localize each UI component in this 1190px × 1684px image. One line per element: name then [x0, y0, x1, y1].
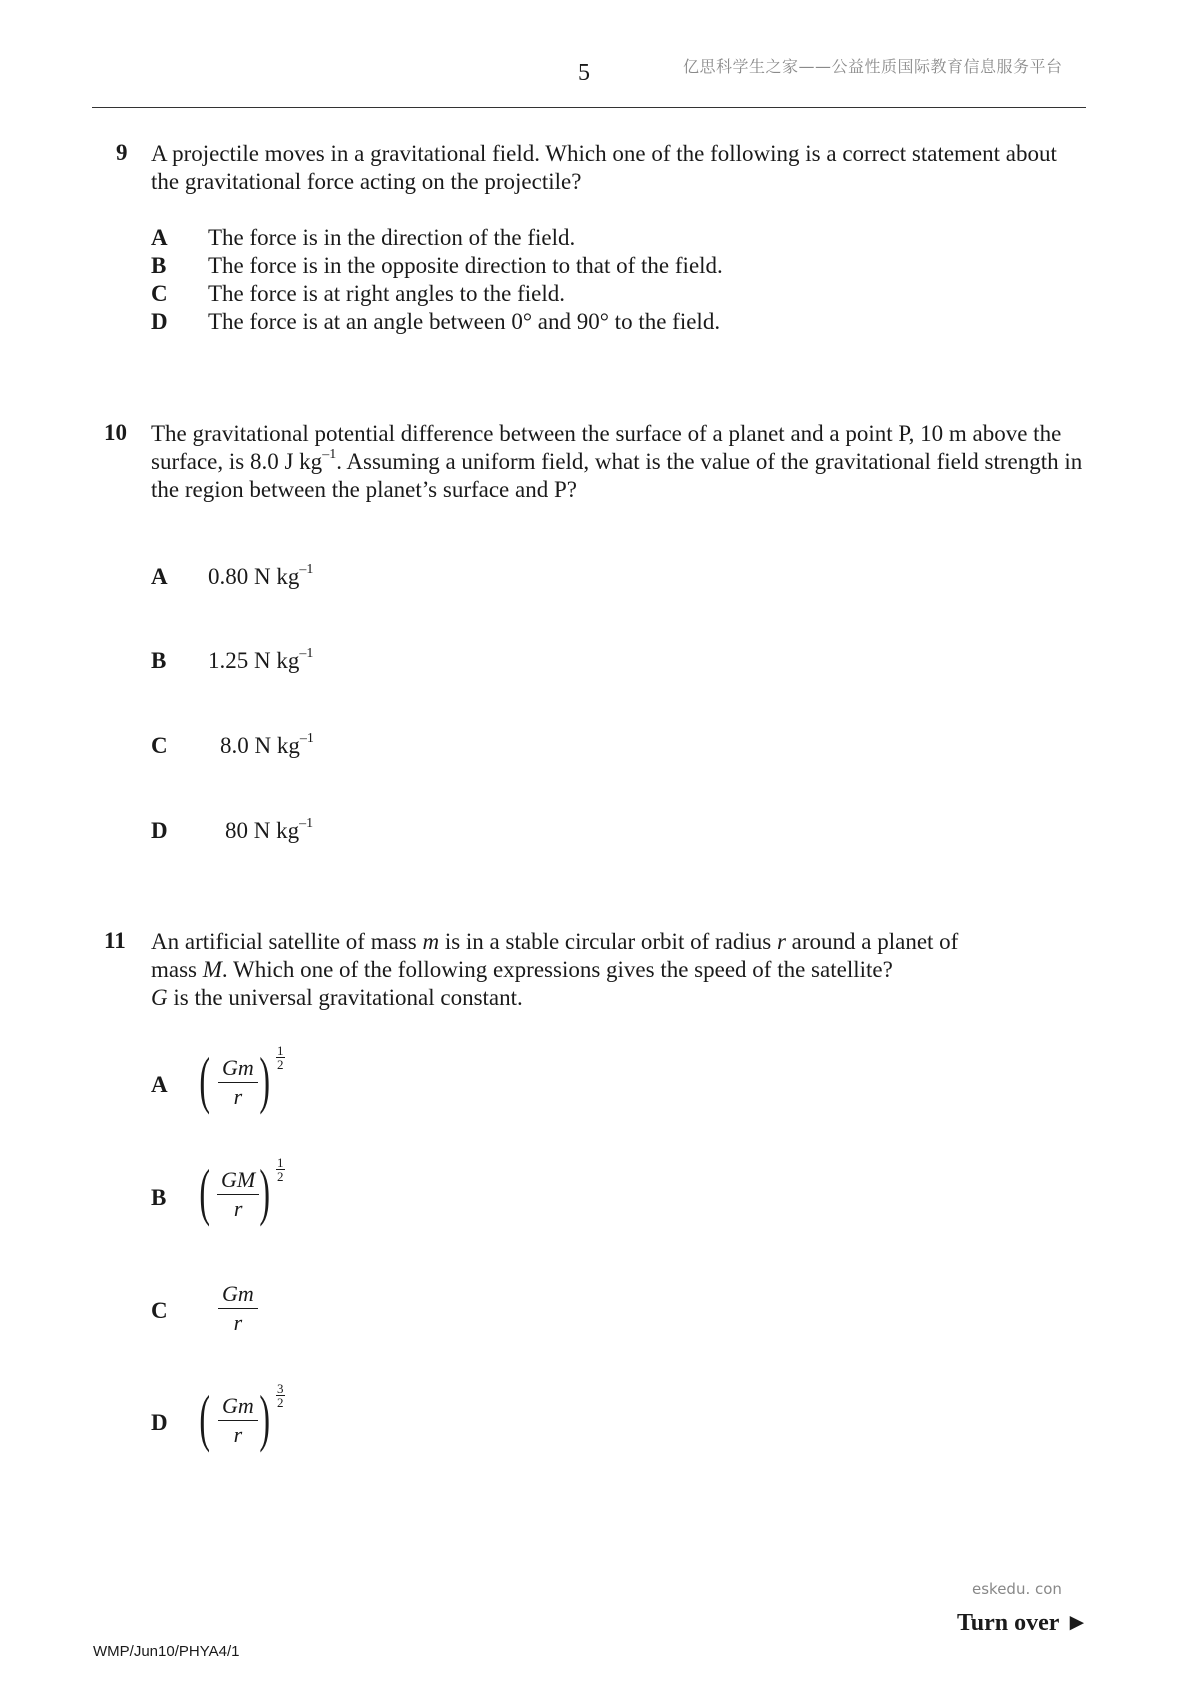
q10-option-c-value — [220, 733, 314, 759]
q9-option-d-letter: D — [151, 309, 168, 334]
question-9-number: 9 — [116, 140, 128, 165]
right-paren: ) — [259, 1044, 270, 1115]
footer-watermark: eskedu. con — [972, 1580, 1062, 1598]
q11-line-1 — [151, 928, 1086, 956]
fraction-denominator: r — [233, 1084, 243, 1109]
q11-l1-c: around a planet of — [785, 929, 959, 954]
q10-option-b-sup: –1 — [299, 646, 314, 662]
exponent-denominator: 2 — [277, 1057, 284, 1072]
q11-l1-b: is in a stable circular orbit of radius — [439, 929, 777, 954]
exponent — [276, 1382, 285, 1409]
question-11-text — [151, 928, 1086, 1012]
q9-option-a-text: The force is in the direction of the field. — [208, 225, 576, 250]
left-paren: ( — [199, 1382, 210, 1453]
q10-option-a-number: 0.80 N kg — [208, 564, 300, 589]
exponent-numerator: 3 — [277, 1381, 284, 1396]
q9-option-b-text: The force is in the opposite direction to that of the field. — [208, 253, 723, 278]
q10-text-part1: The gravitational potential difference between the surface of a planet and a point P, 10 m above the surface, is 8.0 J kg — [151, 421, 1062, 474]
q11-l3-b: is the universal gravitational constant. — [167, 985, 523, 1010]
exponent-numerator: 1 — [277, 1155, 284, 1170]
q9-option-b-letter: B — [151, 253, 167, 278]
q10-option-c-letter: C — [151, 733, 168, 758]
q10-option-d-sup: –1 — [299, 816, 314, 832]
question-10-text — [151, 420, 1086, 504]
q10-option-d-letter: D — [151, 818, 168, 843]
q10-text-sup: –1 — [322, 447, 337, 463]
q9-option-d-text: The force is at an angle between 0° and 90° to the field. — [208, 309, 721, 334]
q10-option-d-number: 80 N kg — [225, 818, 300, 843]
q11-l2-b: . Which one of the following expressions gives the speed of the satellite? — [221, 957, 893, 982]
question-11-number: 11 — [104, 928, 126, 953]
q10-option-c-sup: –1 — [299, 731, 314, 747]
exponent-numerator: 1 — [277, 1043, 284, 1058]
fraction-numerator: GM — [217, 1166, 259, 1195]
q11-l2-a: mass — [151, 957, 203, 982]
fraction — [217, 1166, 259, 1223]
left-paren: ( — [199, 1156, 210, 1227]
q10-option-a-letter: A — [151, 564, 168, 589]
question-9-text: A projectile moves in a gravitational field. Which one of the following is a correct statement about the gravitational force acting on the projectile? — [151, 141, 1057, 194]
exponent-denominator: 2 — [277, 1169, 284, 1184]
q11-option-b-letter: B — [151, 1185, 167, 1210]
fraction-numerator: Gm — [218, 1054, 258, 1083]
q11-line-3 — [151, 984, 1086, 1012]
fraction-numerator: Gm — [218, 1280, 258, 1309]
q11-l1-a: An artificial satellite of mass — [151, 929, 423, 954]
page-number: 5 — [578, 60, 590, 86]
turn-over-label: Turn over ► — [957, 1610, 1089, 1636]
q10-option-b-value — [208, 648, 313, 674]
q9-option-a-letter: A — [151, 225, 168, 250]
exponent-denominator: 2 — [277, 1395, 284, 1410]
paper-code: WMP/Jun10/PHYA4/1 — [93, 1643, 240, 1660]
fraction-denominator: r — [233, 1196, 243, 1221]
q10-option-a-sup: –1 — [299, 562, 314, 578]
fraction — [218, 1054, 258, 1111]
header-rule — [92, 107, 1086, 108]
q11-option-c-letter: C — [151, 1298, 168, 1323]
q11-l1-r: r — [776, 929, 786, 954]
q10-option-c-number: 8.0 N kg — [220, 733, 300, 758]
left-paren: ( — [199, 1044, 210, 1115]
exponent — [276, 1156, 285, 1183]
q11-l3-G: G — [151, 985, 168, 1010]
right-paren: ) — [259, 1156, 270, 1227]
q9-option-c-text: The force is at right angles to the field. — [208, 281, 566, 306]
header-watermark: 亿思科学生之家——公益性质国际教育信息服务平台 — [683, 57, 1063, 76]
q11-l2-M: M — [202, 957, 222, 982]
q11-l1-m: m — [422, 929, 440, 954]
q10-option-b-number: 1.25 N kg — [208, 648, 300, 673]
fraction-numerator: Gm — [218, 1392, 258, 1421]
fraction — [218, 1392, 258, 1449]
q11-line-2 — [151, 956, 1086, 984]
right-paren: ) — [259, 1382, 270, 1453]
q10-option-a-value — [208, 564, 313, 590]
exponent — [276, 1044, 285, 1071]
q11-option-a-letter: A — [151, 1072, 168, 1097]
q11-option-d-letter: D — [151, 1410, 168, 1435]
q9-option-c-letter: C — [151, 281, 168, 306]
question-10-number: 10 — [104, 420, 127, 445]
q10-option-b-letter: B — [151, 648, 167, 673]
q10-option-d-value — [225, 818, 313, 844]
fraction-denominator: r — [233, 1310, 243, 1335]
fraction-denominator: r — [233, 1422, 243, 1447]
fraction — [218, 1280, 258, 1337]
q10-text-part2: . Assuming a uniform field, what is the value of the gravitational field strength in the region between the planet’s surface and P? — [151, 449, 1083, 502]
